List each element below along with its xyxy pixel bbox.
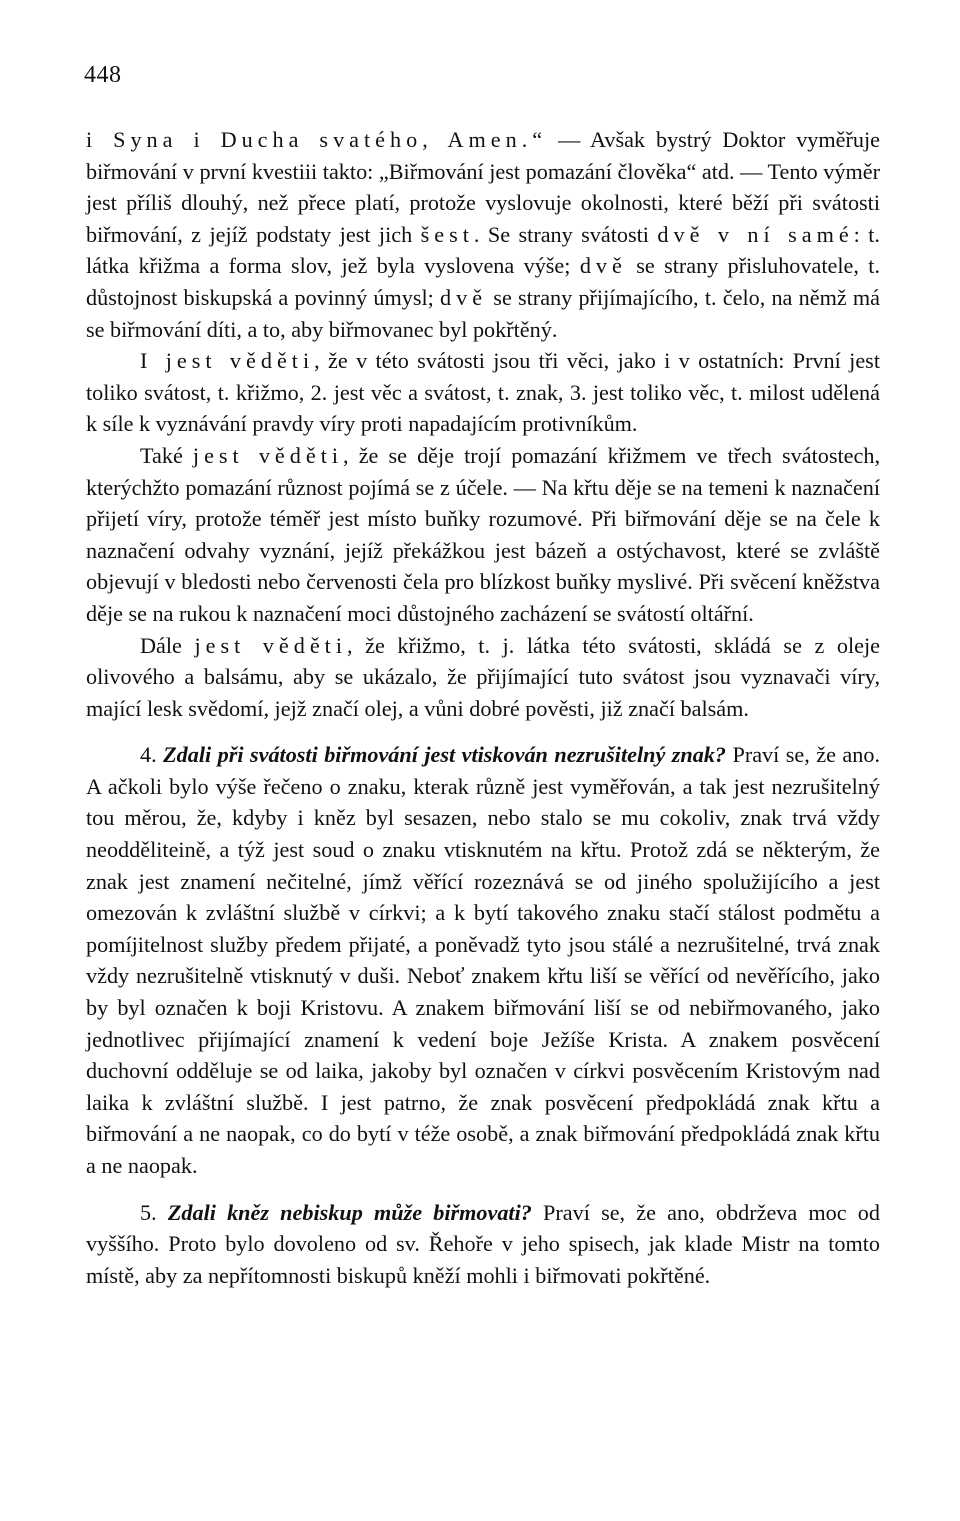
emphasized-text: jest věděti [194,632,348,658]
emphasized-text: dvě [579,253,627,279]
paragraph [86,1197,880,1292]
text-segment: 4. [140,742,164,768]
emphasized-text: dvě v ní samé [657,221,854,247]
text-segment: , že křižmo, t. j. látka této svátosti, skládá se z oleje olivového a balsámu, aby se ukázalo, že přijímající tuto svátost jsou vyznavači víry, mající lesk svědomí, jejž značí olej, a vůni dobré pověsti, již značí balsám. [86,632,880,721]
text-segment: : t. látka křižma a forma slov, jež byla vyslovena výše; [86,221,880,279]
text-segment: Praví se, že ano. A ačkoli bylo výše řečeno o znaku, kterak různě jest vyměřován, a tak jest nezrušitelný tou měrou, že, kdyby i kněz byl sesazen, nebo stalo se mu cokoliv, znak trvá vždy neodděliteině, a týž jest soud o znaku vtisknutém na křtu. Protož zdá se některým, že znak jest znamení nečitelné, jímž věřící rozeznává se od jiného spolužijícího a jest omezován k zvláštní službě v církvi; a k bytí takového znaku stačí stálost podmětu a pomíjitelnost služby předem přijaté, a poněvadž tyto jsou stálé a nezrušitelné, trvá znak vždy nezrušitelně vtisknutý v duši. Neboť znakem křtu liší se věřící od nevěřícího, jako by byl označen k boji Kristovu. A znakem biřmování liší se od nebiřmovaného, jako jednotlivec přijímající znamení k vedení boje Ježíše Krista. A znakem posvěcení duchovní odděluje se od laika, jakoby byl označen v církvi posvěcením Kristovým nad laika k zvláštní službě. I jest patrno, že znak posvěcení předpokládá znak křtu a biřmování a ne naopak, co do bytí v téže osobě, a znak biřmování předpokládá znak křtu a ne naopak. [86,742,880,1178]
paragraph [86,345,880,440]
emphasized-text: i Syna i Ducha svatého, Amen.“ [86,127,548,152]
text-segment: Praví se, že ano, obdrževa moc od vyššího. Proto bylo dovoleno od sv. Řehoře v jeho spisech, jak klade Mistr na tomto místě, aby za nepřítomnosti biskupů kněží mohli i biřmovati pokřtěné. [86,1199,880,1288]
paragraph [86,739,880,1181]
paragraph [86,124,880,345]
emphasized-text: I jest věděti [140,348,315,374]
text-segment: 5. [140,1199,168,1225]
question-heading: Zdali kněz nebiskup může biřmovati? [167,1199,532,1225]
text-segment: , že v této svátosti jsou tři věci, jako i v ostatních: První jest toliko svátost, t. křižmo, 2. jest věc a svátost, t. znak, 3. jest toliko věc, t. milost udělená k síle k vyznávání pravdy víry proti napadajícím protivníkům. [86,348,880,437]
question-heading: Zdali při svátosti biřmování jest vtiskován nezrušitelný znak? [163,742,727,768]
body-text [86,124,880,1291]
emphasized-text: jest věděti [192,442,344,468]
text-segment: . Se strany svátosti [473,221,658,247]
emphasized-text: šest [420,221,474,247]
text-segment: , že se děje trojí pomazání křižmem ve třech svátostech, kterýchžto pomazání různost pojímá se z účele. — Na křtu děje se na temeni k naznačení přijetí víry, protože téměř jest místo buňky rozumové. Při biřmování děje se na čele k naznačení odvahy vyznání, jejíž překážkou jest bázeň a ostýchavost, které se zvláště objevují v bledosti nebo červenosti čela pro blízkost buňky myslivé. Při svěcení kněžstva děje se na rukou k naznačení moci důstojného zacházení se svátostí oltářní. [86,442,881,626]
text-segment: se strany přisluhovatele, t. důstojnost biskupská a povinný úmysl; [86,253,880,310]
paragraph [86,440,880,630]
text-segment: — Avšak bystrý Doktor vyměřuje biřmování v první kvestiii takto: „Biřmování jest pomazání člověka“ atd. — Tento výměr jest příliš dlouhý, než přece platí, protože vyslovuje okolnosti, které běží při svátosti biřmování, z jejíž podstaty jest jich [86,127,881,247]
paragraph [86,630,880,725]
page-number: 448 [84,62,122,88]
emphasized-text: dvě [440,284,488,310]
text-segment: se strany přijímajícího, t. čelo, na němž má se biřmování díti, a to, aby biřmovanec byl pokřtěný. [86,284,880,342]
text-segment: Také [140,442,193,468]
text-segment: Dále [140,632,195,658]
